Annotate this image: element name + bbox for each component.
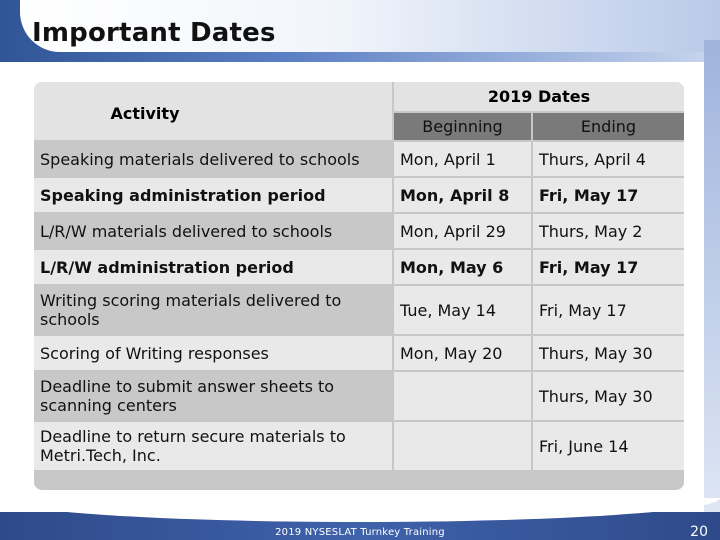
beginning-date-cell: Mon, April 1 (394, 142, 531, 176)
beginning-date-cell (394, 422, 531, 470)
ending-date-cell: Fri, May 17 (533, 286, 684, 334)
table-row (34, 286, 684, 334)
page-number: 20 (690, 524, 708, 540)
beginning-date-cell: Mon, April 29 (394, 214, 531, 248)
ending-date-cell: Fri, May 17 (533, 178, 684, 212)
activity-cell: Deadline to submit answer sheets to scanning centers (40, 377, 335, 415)
activity-cell: Deadline to return secure materials to Metri.Tech, Inc. (34, 422, 392, 470)
table-row (34, 214, 684, 248)
column-header-beginning: Beginning (394, 113, 531, 140)
ending-date-cell: Thurs, May 2 (533, 214, 684, 248)
right-edge-decoration (704, 40, 720, 520)
footer-caption (0, 527, 720, 538)
table-row (34, 336, 684, 370)
activity-cell: Speaking materials delivered to schools (40, 149, 360, 169)
activity-cell: Scoring of Writing responses (34, 336, 392, 370)
table-row (34, 178, 684, 212)
table-row (34, 142, 684, 176)
beginning-date-cell: Tue, May 14 (394, 286, 531, 334)
ending-date-cell: Fri, June 14 (533, 422, 684, 470)
ending-date-cell: Thurs, May 30 (533, 336, 684, 370)
beginning-date-cell: Mon, April 8 (394, 178, 531, 212)
beginning-date-cell: Mon, May 20 (394, 336, 531, 370)
table-row (34, 372, 684, 420)
beginning-date-cell: Mon, May 6 (394, 250, 531, 284)
beginning-date-cell (394, 372, 531, 420)
activity-cell: Writing scoring materials delivered to schools (40, 291, 342, 329)
column-header-activity (34, 82, 392, 140)
dates-table (34, 82, 684, 490)
activity-cell: L/R/W administration period (34, 250, 392, 284)
activity-cell: L/R/W materials delivered to schools (40, 221, 333, 241)
footer-caption-text: 2019 NYSESLAT Turnkey Training (275, 527, 445, 538)
column-group-header-dates: 2019 Dates (394, 82, 684, 111)
ending-date-cell: Thurs, April 4 (533, 142, 684, 176)
slide-title: Important Dates (32, 18, 276, 48)
ending-date-cell: Thurs, May 30 (533, 372, 684, 420)
table-row (34, 250, 684, 284)
column-header-ending: Ending (533, 113, 684, 140)
column-header-activity-label: Activity (110, 103, 180, 123)
ending-date-cell: Fri, May 17 (533, 250, 684, 284)
table-row (34, 422, 684, 470)
activity-cell: Speaking administration period (34, 178, 392, 212)
